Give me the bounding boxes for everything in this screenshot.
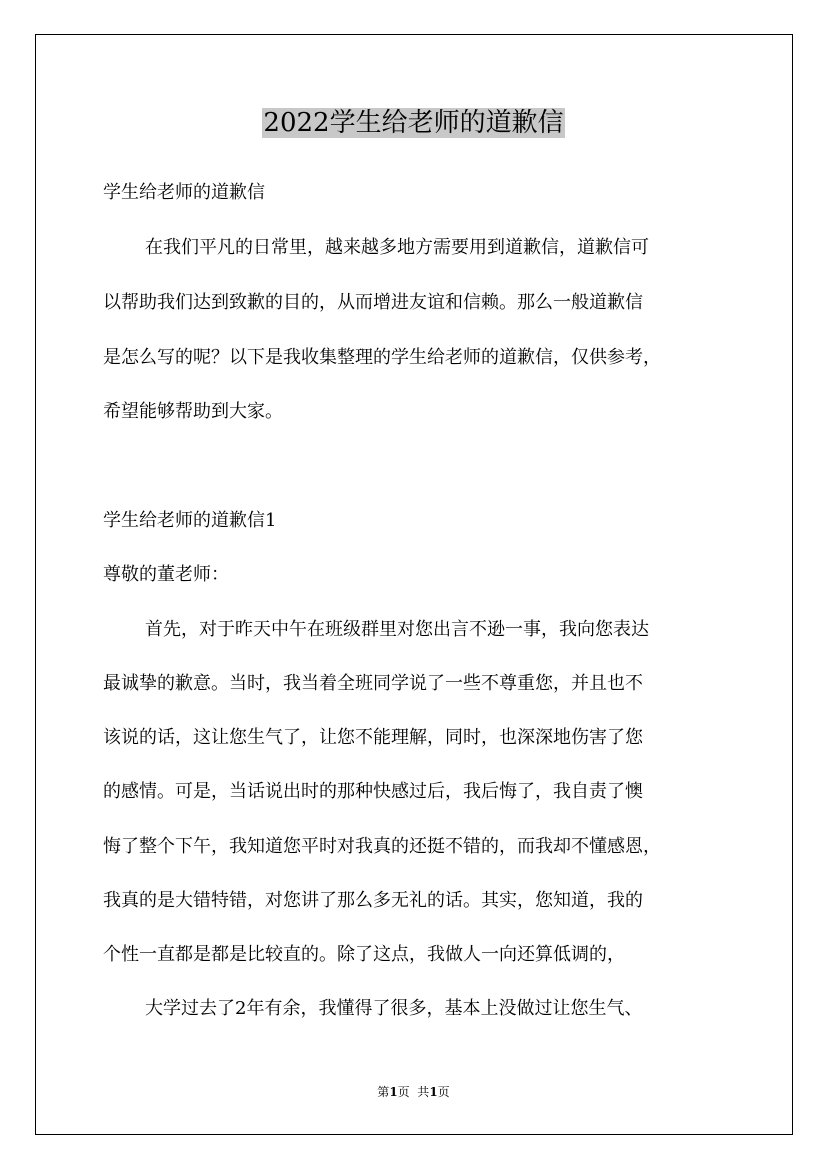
footer-suffix: 页 (437, 1085, 450, 1099)
footer-prefix: 第 (377, 1085, 390, 1099)
body-line: 个性一直都是都是比较直的。除了这点，我做人一向还算低调的， (103, 944, 625, 965)
page-footer (0, 1084, 827, 1100)
body-line: 最诚挚的歉意。当时，我当着全班同学说了一些不尊重您，并且也不 (103, 673, 643, 694)
footer-page-current: 1 (389, 1085, 398, 1099)
footer-page-total: 1 (429, 1085, 438, 1099)
intro-line: 希望能够帮助到大家。 (103, 401, 283, 422)
footer-mid: 页 共 (397, 1085, 430, 1099)
body-line: 该说的话，这让您生气了，让您不能理解，同时，也深深地伤害了您 (103, 727, 643, 748)
body-line: 悔了整个下午，我知道您平时对我真的还挺不错的，而我却不懂感恩， (103, 836, 661, 857)
document-title (0, 104, 827, 142)
body-line: 我真的是大错特错，对您讲了那么多无礼的话。其实，您知道，我的 (103, 890, 643, 911)
body-line: 的感情。可是，当话说出时的那种快感过后，我后悔了，我自责了懊 (103, 781, 643, 802)
salutation: 尊敬的董老师： (103, 564, 229, 585)
intro-line: 以帮助我们达到致歉的目的，从而增进友谊和信赖。那么一般道歉信 (103, 292, 643, 313)
intro-line: 是怎么写的呢？以下是我收集整理的学生给老师的道歉信，仅供参考， (103, 347, 661, 368)
body-line: 首先，对于昨天中午在班级群里对您出言不逊一事，我向您表达 (145, 619, 649, 640)
intro-line: 在我们平凡的日常里，越来越多地方需要用到道歉信，道歉信可 (145, 237, 649, 258)
subtitle: 学生给老师的道歉信 (103, 182, 265, 203)
body-line: 大学过去了2年有余，我懂得了很多，基本上没做过让您生气、 (145, 998, 643, 1019)
section-heading: 学生给老师的道歉信1 (103, 510, 277, 531)
document-title-text: 2022学生给老师的道歉信 (263, 108, 564, 138)
